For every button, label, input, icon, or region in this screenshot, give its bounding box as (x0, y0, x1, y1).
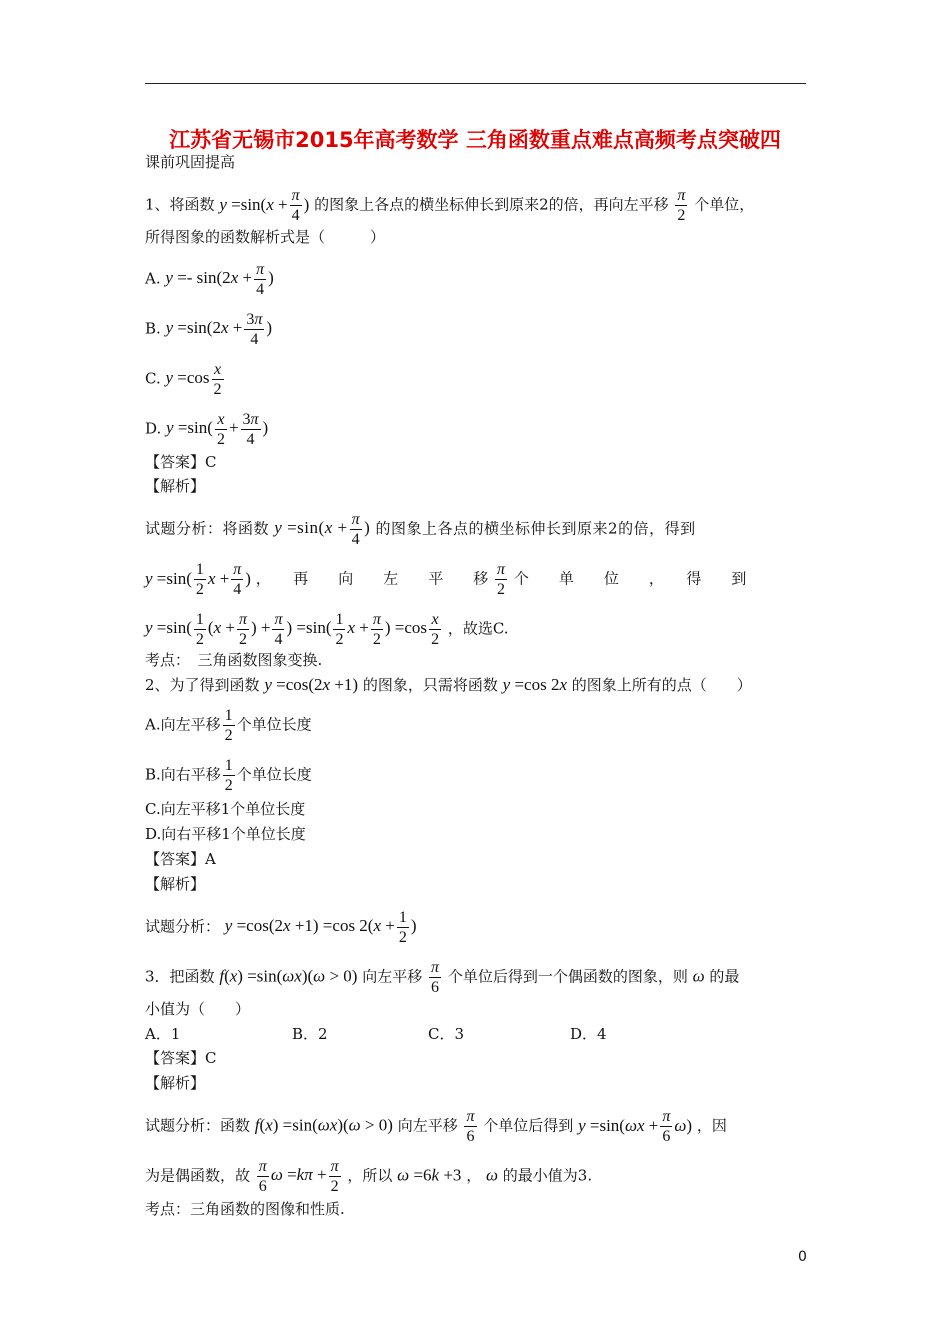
q1-analysis-line2: y =sin( $\frac{1}{2}$ x + $\frac{\pi}{4}$ ) ， 再 向 左 平 移 $\frac{\pi}{2}$ 个 单 位 ， 得 到 (145, 561, 747, 599)
page-title: 江苏省无锡市2015年高考数学 三角函数重点难点高频考点突破四 (169, 128, 781, 152)
q3-option-c: C．3 (428, 1025, 465, 1043)
q2-analysis: 试题分析： y =cos(2x +1) =cos 2(x + $\frac{1}{2}$ ) (145, 909, 417, 946)
q1-stem-line2: 所得图象的函数解析式是（ ） (145, 228, 386, 246)
q2-answer: 【答案】A (145, 850, 216, 868)
q1-stem-line1: 1、将函数 y =sin(x + $\frac{\pi}{4}$ ) 的图象上各点的横坐标伸长到原来2的倍，再向左平移 $\frac{\pi}{2}$ 个单位， (145, 187, 755, 225)
q3-stem-line1: 3．把函数 f(x) =sin(ωx)(ω > 0) 向左平移 $\frac{\pi}{6}$ 个单位后得到一个偶函数的图象，则 ω 的最 (145, 959, 740, 996)
q1-option-d: D. y =sin( $\frac{x}{2}$ + $\frac{3\pi}{4}$ ) (145, 411, 269, 448)
q1-option-a: A. y =- sin(2x + $\frac{\pi}{4}$ ) (145, 261, 274, 298)
q1-analysis-line3: y =sin( $\frac{1}{2}$ (x + $\frac{\pi}{2}$ ) + $\frac{\pi}{4}$ ) =sin( $\frac{1}{2}$ x + $\frac{\pi}{2}$ ) =cos $\frac{x}{2}$ ，故选C. (145, 611, 509, 648)
q3-option-a: A．1 (145, 1025, 181, 1043)
q2-option-b: B.向右平移 $\frac{1}{2}$ 个单位长度 (145, 757, 312, 794)
q3-option-d: D．4 (570, 1025, 607, 1043)
q2-option-c: C.向左平移1个单位长度 (145, 800, 306, 818)
q1-analysis-line1: 试题分析：将函数 y =sin(x + $\frac{\pi}{4}$ ) 的图象上各点的横坐标伸长到原来2的倍，得到 (145, 511, 696, 548)
q2-analysis-label: 【解析】 (145, 875, 206, 893)
q1-option-c: C. y =cos $\frac{x}{2}$ (145, 361, 222, 398)
q3-option-b: B．2 (292, 1025, 328, 1043)
q3-analysis-label: 【解析】 (145, 1074, 206, 1092)
q3-knowledge-point: 考点：三角函数的图像和性质. (145, 1200, 345, 1218)
q3-analysis-line1: 试题分析：函数 f(x) =sin(ωx)(ω > 0) 向左平移 $\frac{\pi}{6}$ 个单位后得到 y =sin(ωx + $\frac{\pi}{6}$ ω) ，因 (145, 1108, 727, 1146)
header-rule (145, 83, 806, 84)
section-subtitle: 课前巩固提高 (145, 153, 236, 171)
q3-analysis-line2: 为是偶函数，故 $\frac{\pi}{6}$ ω =kπ + $\frac{\pi}{2}$ ，所以 ω =6k +3 ， ω 的最小值为3. (145, 1158, 593, 1195)
q2-stem: 2、为了得到函数 y =cos(2x +1) 的图象，只需将函数 y =cos 2x 的图象上所有的点（ ） (145, 675, 752, 694)
q1-answer: 【答案】C (145, 453, 217, 471)
q1-formula: y =sin(x + $\frac{\pi}{4}$ ) (219, 187, 310, 225)
page-number: 0 (798, 1249, 807, 1265)
q2-option-a: A.向左平移 $\frac{1}{2}$ 个单位长度 (145, 707, 312, 744)
q3-stem-line2: 小值为（ ） (145, 1000, 251, 1018)
q3-answer: 【答案】C (145, 1049, 217, 1067)
q1-analysis-label: 【解析】 (145, 477, 206, 495)
q1-option-b: B. y =sin(2x + $\frac{3\pi}{4}$ ) (145, 311, 273, 348)
q2-option-d: D.向右平移1个单位长度 (145, 825, 306, 843)
q1-shift-fraction: $\frac{\pi}{2}$ (677, 187, 686, 224)
q1-knowledge-point: 考点： 三角函数图象变换. (145, 651, 323, 669)
